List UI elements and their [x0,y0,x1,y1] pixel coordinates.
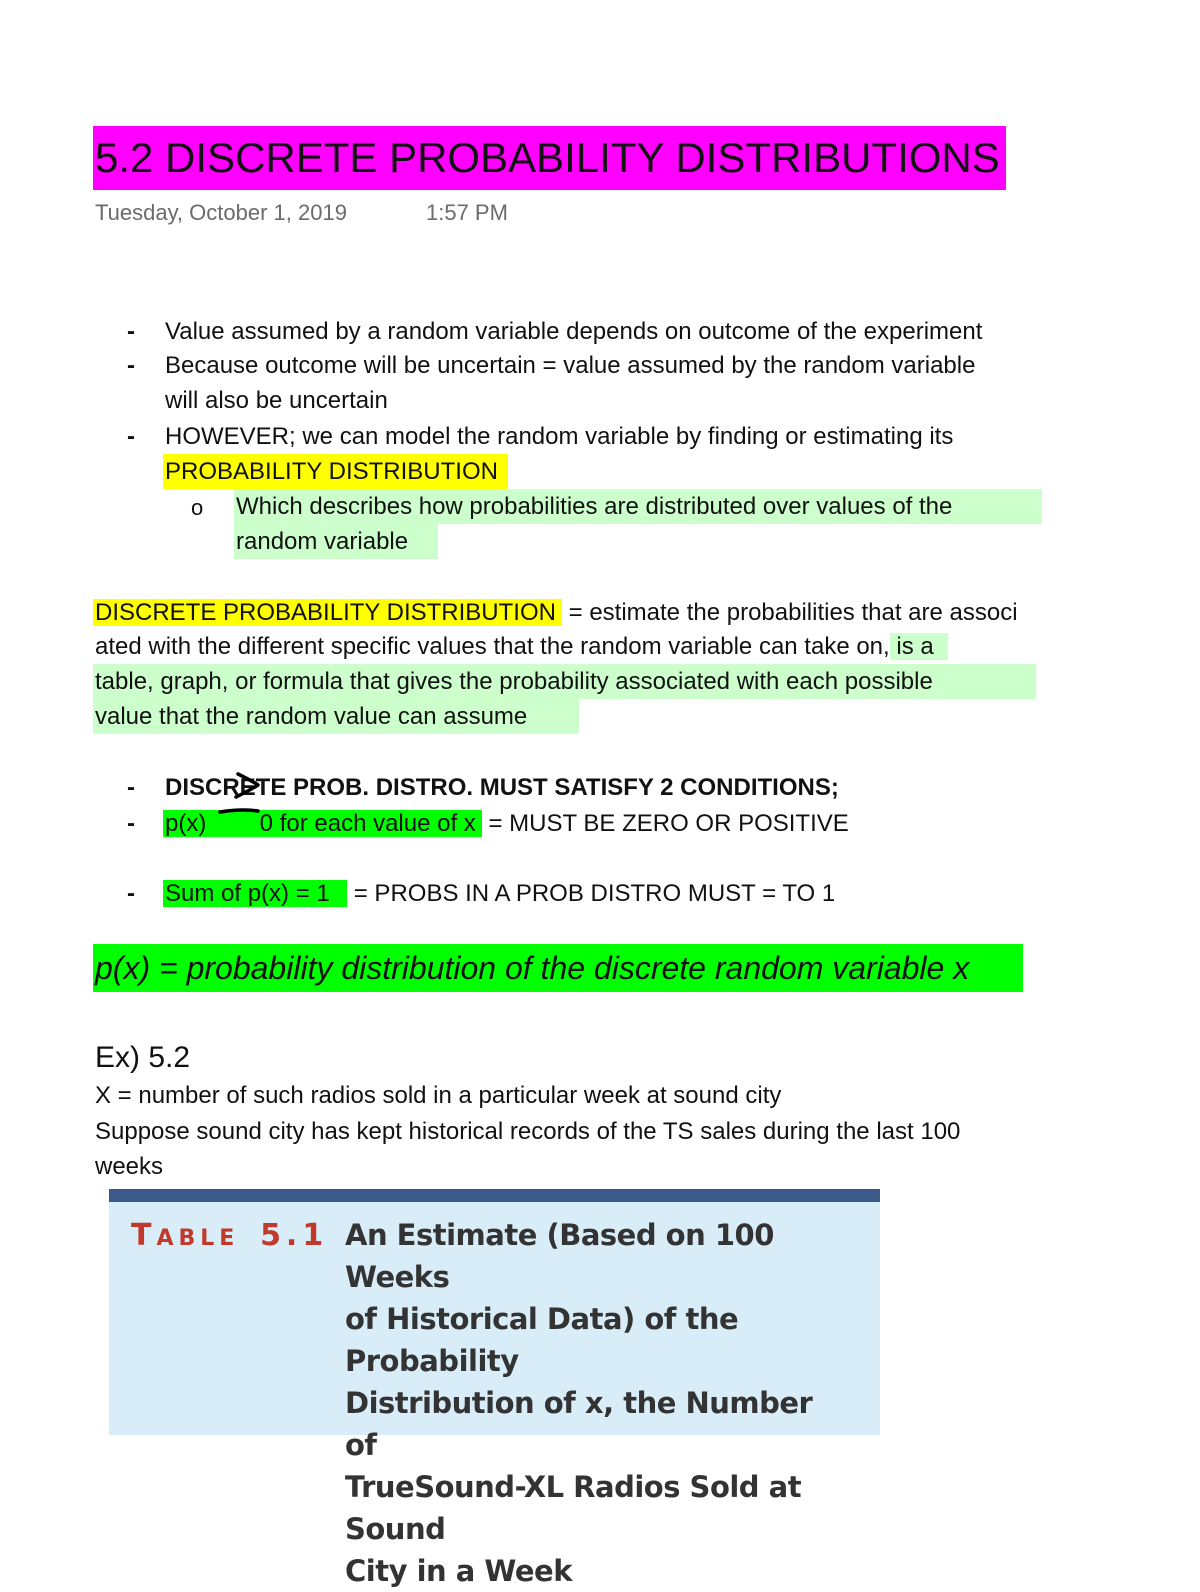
bullet-dash: - [127,810,135,837]
definition-text: = estimate the probabilities that are associ [561,599,1018,626]
bullet-text: HOWEVER; we can model the random variable by finding or estimating its [165,423,954,450]
note-time: 1:57 PM [426,200,508,225]
px-definition: p(x) = probability distribution of the discrete random variable x [93,944,1023,992]
condition-sum-one: Sum of p(x) = 1 [163,880,347,907]
table-caption-line: An Estimate (Based on 100 Weeks [345,1218,774,1294]
example-heading: Ex) 5.2 [95,1041,191,1074]
sub-bullet-marker: o [191,495,204,520]
bullet-text-continued: will also be uncertain [165,387,388,414]
table-header-bar [109,1189,880,1202]
definition-highlight: value that the random value can assume [93,699,579,734]
definition-highlight: table, graph, or formula that gives the probability associated with each possible [93,664,1036,699]
handwritten-greater-equal-icon [216,768,268,818]
table-label [131,1218,328,1253]
note-date: Tuesday, October 1, 2019 [95,200,347,225]
table-caption-line: of Historical Data) of the Probability [345,1302,739,1378]
example-text: X = number of such radios sold in a particular week at sound city [95,1082,782,1109]
example-text: weeks [95,1153,164,1180]
conditions-heading: DISCRETE PROB. DISTRO. MUST SATISFY 2 CONDITIONS; [165,774,839,801]
condition-nonnegative: p(x) 0 for each value of x [163,810,482,837]
table-caption-line: TrueSound-XL Radios Sold at Sound [345,1470,802,1546]
page-title: 5.2 DISCRETE PROBABILITY DISTRIBUTIONS [93,126,1006,190]
bullet-dash: - [127,880,135,907]
definition-term: DISCRETE PROBABILITY DISTRIBUTION [93,599,562,626]
bullet-dash: - [127,423,135,450]
table-caption-line: City in a Week [345,1554,573,1588]
bullet-text: Because outcome will be uncertain = value assumed by the random variable [165,352,976,379]
table-caption-line: Distribution of x, the Number of [345,1386,813,1462]
sub-bullet-text-continued: random variable [234,524,438,559]
table-label-number: 5.1 [260,1218,329,1253]
condition-nonnegative-note: = MUST BE ZERO OR POSITIVE [481,810,849,837]
definition-text: ated with the different specific values that the random variable can take on, [95,633,890,660]
table-caption [345,1214,845,1592]
example-text: Suppose sound city has kept historical records of the TS sales during the last 100 [95,1118,961,1145]
condition-sum-one-note: = PROBS IN A PROB DISTRO MUST = TO 1 [347,880,836,907]
bullet-dash: - [127,318,135,345]
bullet-text: Value assumed by a random variable depends on outcome of the experiment [165,318,983,345]
bullet-dash: - [127,352,135,379]
table-label-able: ABLE [156,1226,240,1251]
bullet-dash: - [127,774,135,801]
table-label-t: T [131,1218,157,1253]
definition-highlight: is a [890,633,948,660]
sub-bullet-text: Which describes how probabilities are distributed over values of the [234,489,1042,524]
highlight-probability-distribution: PROBABILITY DISTRIBUTION [163,454,508,489]
